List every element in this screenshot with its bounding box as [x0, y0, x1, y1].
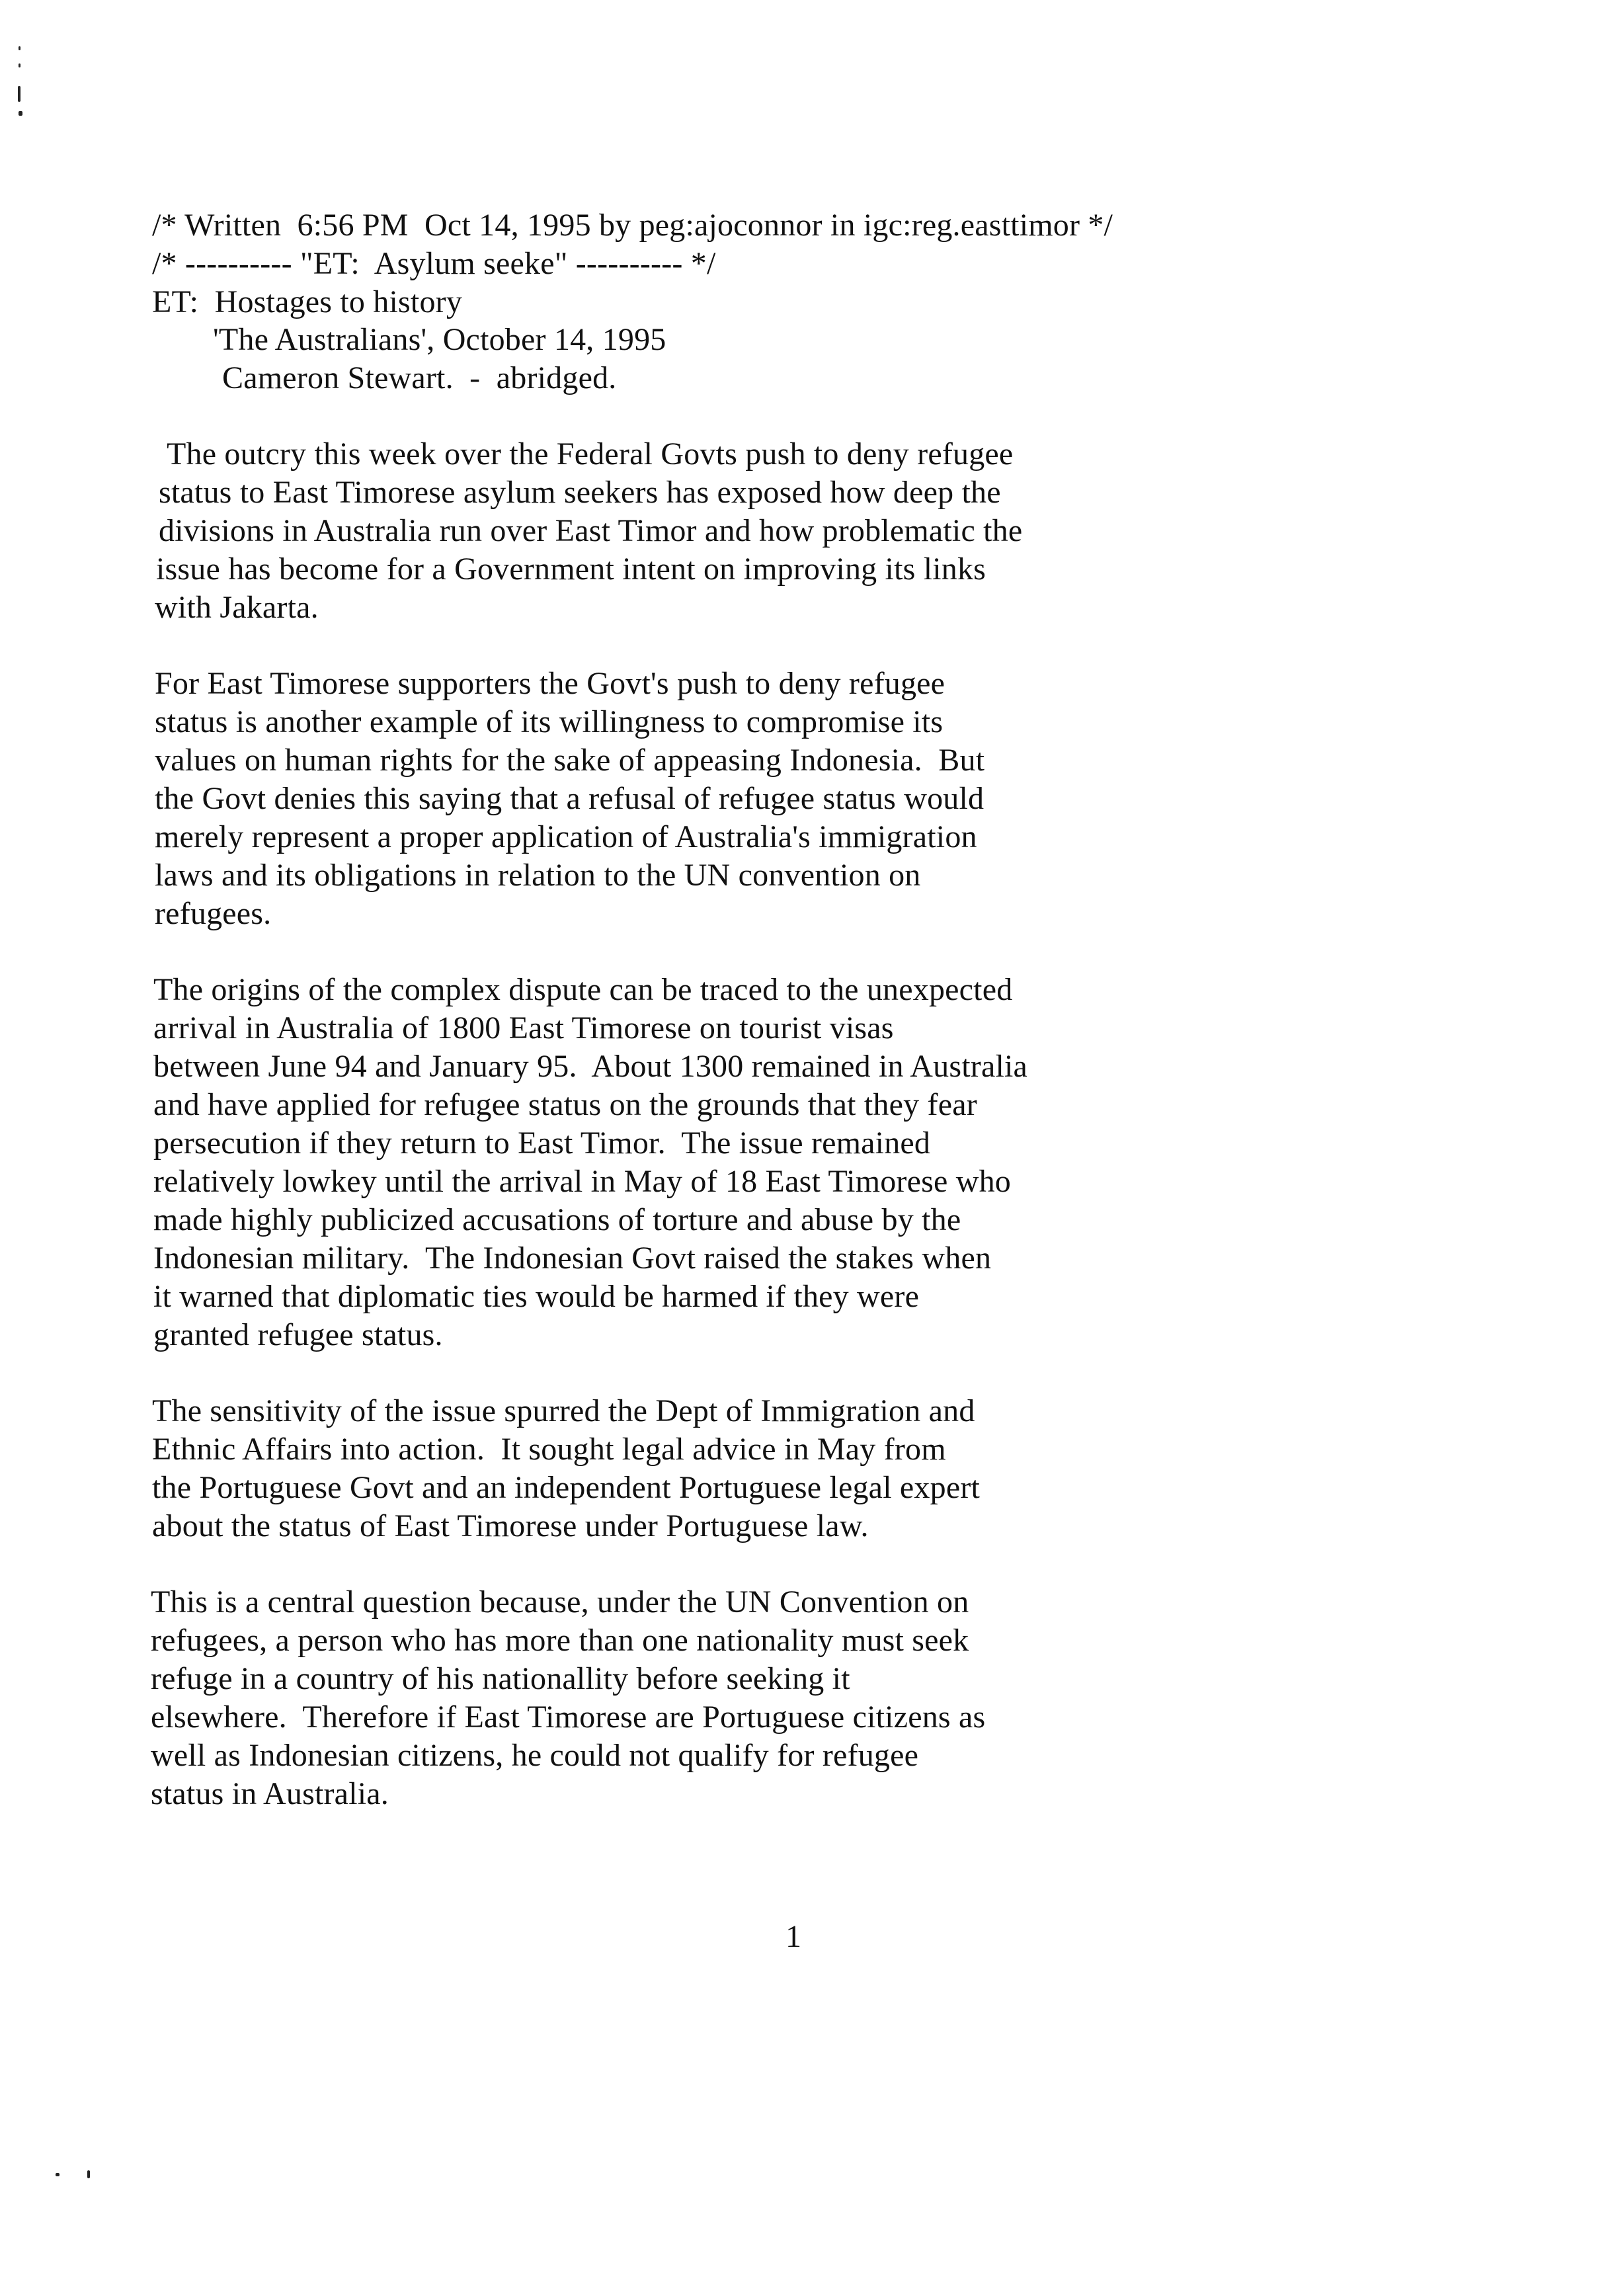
scan-mark [56, 2173, 60, 2176]
paragraph-2-line: For East Timorese supporters the Govt's push to deny refugee [155, 666, 945, 701]
paragraph-4-line: the Portuguese Govt and an independent Portuguese legal expert [152, 1470, 981, 1505]
paragraph-4-line: The sensitivity of the issue spurred the Dept of Immigration and [152, 1393, 975, 1428]
paragraph-3-line: between June 94 and January 95. About 1300 remained in Australia [153, 1049, 1028, 1084]
scan-mark [18, 86, 20, 102]
paragraph-2-line: refugees. [155, 896, 272, 931]
paragraph-3-line: and have applied for refugee status on the grounds that they fear [153, 1087, 977, 1122]
header-line-5: Cameron Stewart. - abridged. [222, 360, 617, 395]
paragraph-2-line: merely represent a proper application of Australia's immigration [155, 819, 977, 854]
paragraph-5-line: well as Indonesian citizens, he could not qualify for refugee [151, 1738, 919, 1773]
paragraph-1-line: issue has become for a Government intent on improving its links [156, 552, 986, 587]
paragraph-3-line: it warned that diplomatic ties would be harmed if they were [153, 1279, 920, 1314]
paragraph-3-line: granted refugee status. [153, 1317, 443, 1352]
paragraph-1-line: with Jakarta. [155, 590, 319, 625]
paragraph-5-line: elsewhere. Therefore if East Timorese are Portuguese citizens as [151, 1700, 986, 1735]
paragraph-3-line: relatively lowkey until the arrival in May of 18 East Timorese who [153, 1164, 1011, 1199]
paragraph-2-line: the Govt denies this saying that a refusal of refugee status would [155, 781, 985, 816]
paragraph-5-line: status in Australia. [151, 1776, 389, 1811]
scan-mark [19, 111, 22, 116]
paragraph-3-line: The origins of the complex dispute can be traced to the unexpected [153, 972, 1013, 1007]
paragraph-4-line: about the status of East Timorese under Portuguese law. [152, 1508, 869, 1543]
paragraph-1-line: divisions in Australia run over East Timor and how problematic the [159, 513, 1023, 548]
paragraph-3-line: persecution if they return to East Timor. The issue remained [153, 1126, 931, 1161]
paragraph-1-line: The outcry this week over the Federal Govts push to deny refugee [167, 436, 1014, 472]
paragraph-1-line: status to East Timorese asylum seekers has exposed how deep the [159, 475, 1001, 510]
header-line-2: /* ---------- "ET: Asylum seeke" ---------- */ [152, 246, 716, 281]
paragraph-3-line: made highly publicized accusations of torture and abuse by the [153, 1202, 961, 1237]
header-line-4: 'The Australians', October 14, 1995 [213, 322, 666, 357]
header-line-1: /* Written 6:56 PM Oct 14, 1995 by peg:ajoconnor in igc:reg.easttimor */ [152, 208, 1113, 243]
paragraph-2-line: status is another example of its willingness to compromise its [155, 704, 944, 739]
paragraph-3-line: arrival in Australia of 1800 East Timorese on tourist visas [153, 1010, 894, 1046]
paragraph-5-line: refugees, a person who has more than one nationality must seek [151, 1623, 969, 1658]
scan-mark [87, 2170, 90, 2178]
paragraph-2-line: values on human rights for the sake of appeasing Indonesia. But [155, 743, 985, 778]
paragraph-5-line: refuge in a country of his nationallity before seeking it [151, 1661, 850, 1696]
paragraph-2-line: laws and its obligations in relation to the UN convention on [155, 858, 921, 893]
scan-mark [19, 46, 20, 50]
paragraph-5-line: This is a central question because, under the UN Convention on [151, 1584, 969, 1620]
page-number: 1 [785, 1919, 801, 1954]
paragraph-3-line: Indonesian military. The Indonesian Govt raised the stakes when [153, 1241, 992, 1276]
scan-mark [19, 63, 20, 67]
header-line-3: ET: Hostages to history [152, 284, 463, 319]
paragraph-4-line: Ethnic Affairs into action. It sought legal advice in May from [152, 1432, 946, 1467]
